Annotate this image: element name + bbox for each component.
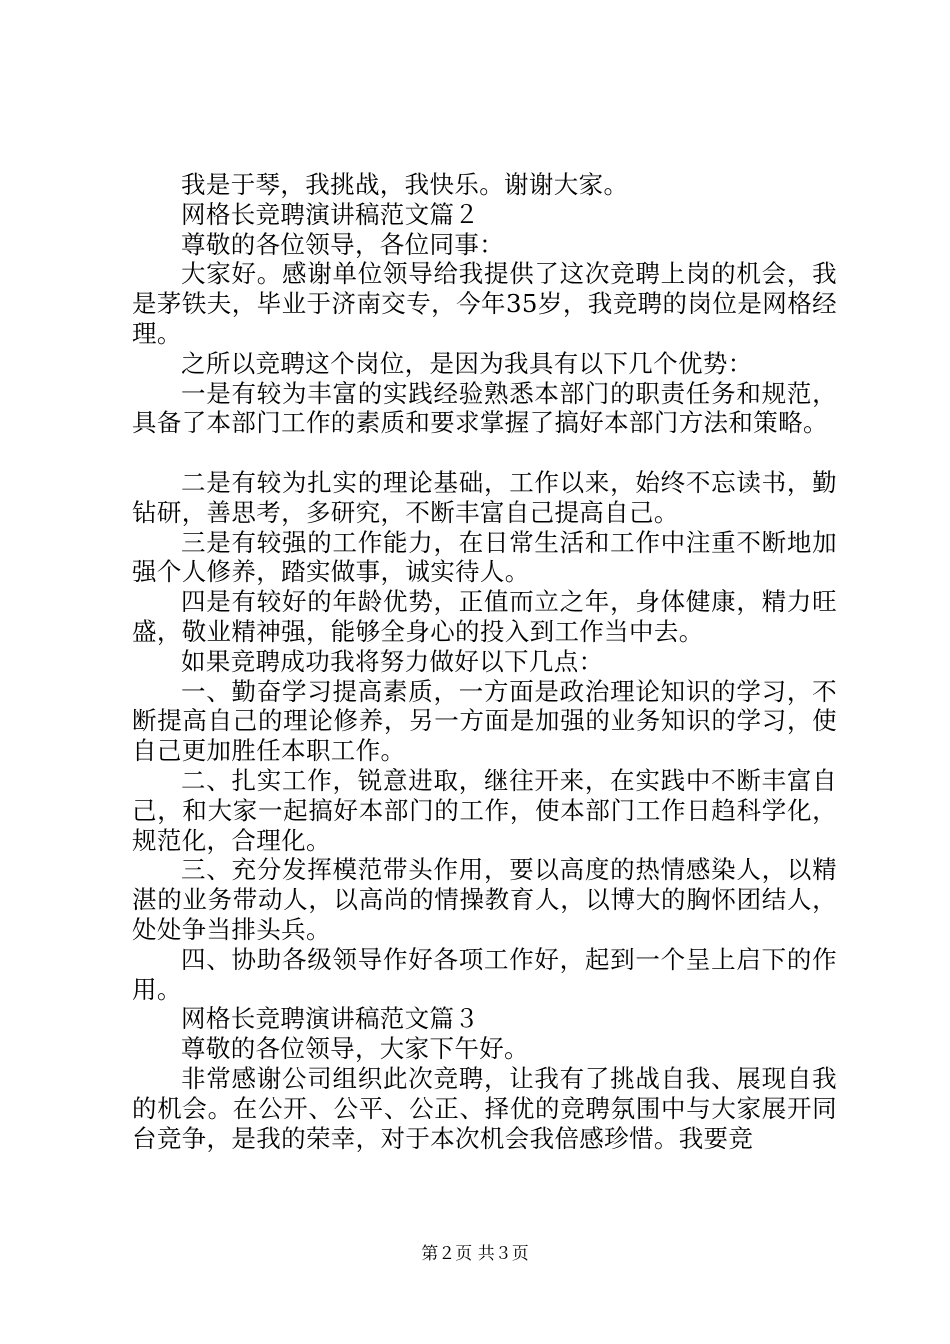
paragraph-plan-lead: 如果竞聘成功我将努力做好以下几点： xyxy=(181,646,604,676)
paragraph-plan-1: 一、勤奋学习提高素质，一方面是政治理论知识的学习，不断提高自己的理论修养，另一方面是加强的业务知识的学习，使自己更加胜任本职工作。 xyxy=(132,676,837,766)
section-heading-3: 网格长竞聘演讲稿范文篇３ xyxy=(181,1004,480,1034)
paragraph-advantage-3: 三是有较强的工作能力，在日常生活和工作中注重不断地加强个人修养，踏实做事，诚实待人。 xyxy=(132,527,837,587)
section-heading-2: 网格长竞聘演讲稿范文篇２ xyxy=(181,199,480,229)
paragraph-plan-4: 四、协助各级领导作好各项工作好，起到一个呈上启下的作用。 xyxy=(132,944,837,1004)
paragraph-plan-2: 二、扎实工作，锐意进取，继往开来，在实践中不断丰富自己，和大家一起搞好本部门的工作，使本部门工作日趋科学化，规范化，合理化。 xyxy=(132,765,837,855)
paragraph-opening-3: 非常感谢公司组织此次竞聘，让我有了挑战自我、展现自我的机会。在公开、公平、公正、择优的竞聘氛围中与大家展开同台竞争，是我的荣幸，对于本次机会我倍感珍惜。我要竞 xyxy=(132,1063,837,1153)
paragraph-advantage-1: 一是有较为丰富的实践经验熟悉本部门的职责任务和规范，具备了本部门工作的素质和要求掌握了搞好本部门方法和策略。 xyxy=(132,378,837,438)
paragraph-closing: 我是于琴，我挑战，我快乐。谢谢大家。 xyxy=(181,170,629,199)
paragraph-intro: 大家好。感谢单位领导给我提供了这次竞聘上岗的机会，我是茅铁夫，毕业于济南交专，今年35岁，我竞聘的岗位是网格经理。 xyxy=(132,259,837,348)
paragraph-advantage-2: 二是有较为扎实的理论基础，工作以来，始终不忘读书，勤钻研，善思考，多研究，不断丰富自己提高自己。 xyxy=(132,467,837,527)
document-body xyxy=(132,170,837,1153)
salutation-2: 尊敬的各位领导，大家下午好。 xyxy=(181,1034,529,1064)
page-footer: 第２页 共３页 xyxy=(421,1244,529,1264)
paragraph-advantages-lead: 之所以竞聘这个岗位，是因为我具有以下几个优势： xyxy=(181,348,753,378)
paragraph-advantage-4: 四是有较好的年龄优势，正值而立之年，身体健康，精力旺盛，敬业精神强，能够全身心的投入到工作当中去。 xyxy=(132,587,837,646)
blank-line xyxy=(132,438,837,468)
paragraph-plan-3: 三、充分发挥模范带头作用，要以高度的热情感染人，以精湛的业务带动人，以高尚的情操教育人，以博大的胸怀团结人，处处争当排头兵。 xyxy=(132,855,837,944)
salutation: 尊敬的各位领导，各位同事： xyxy=(181,229,505,259)
